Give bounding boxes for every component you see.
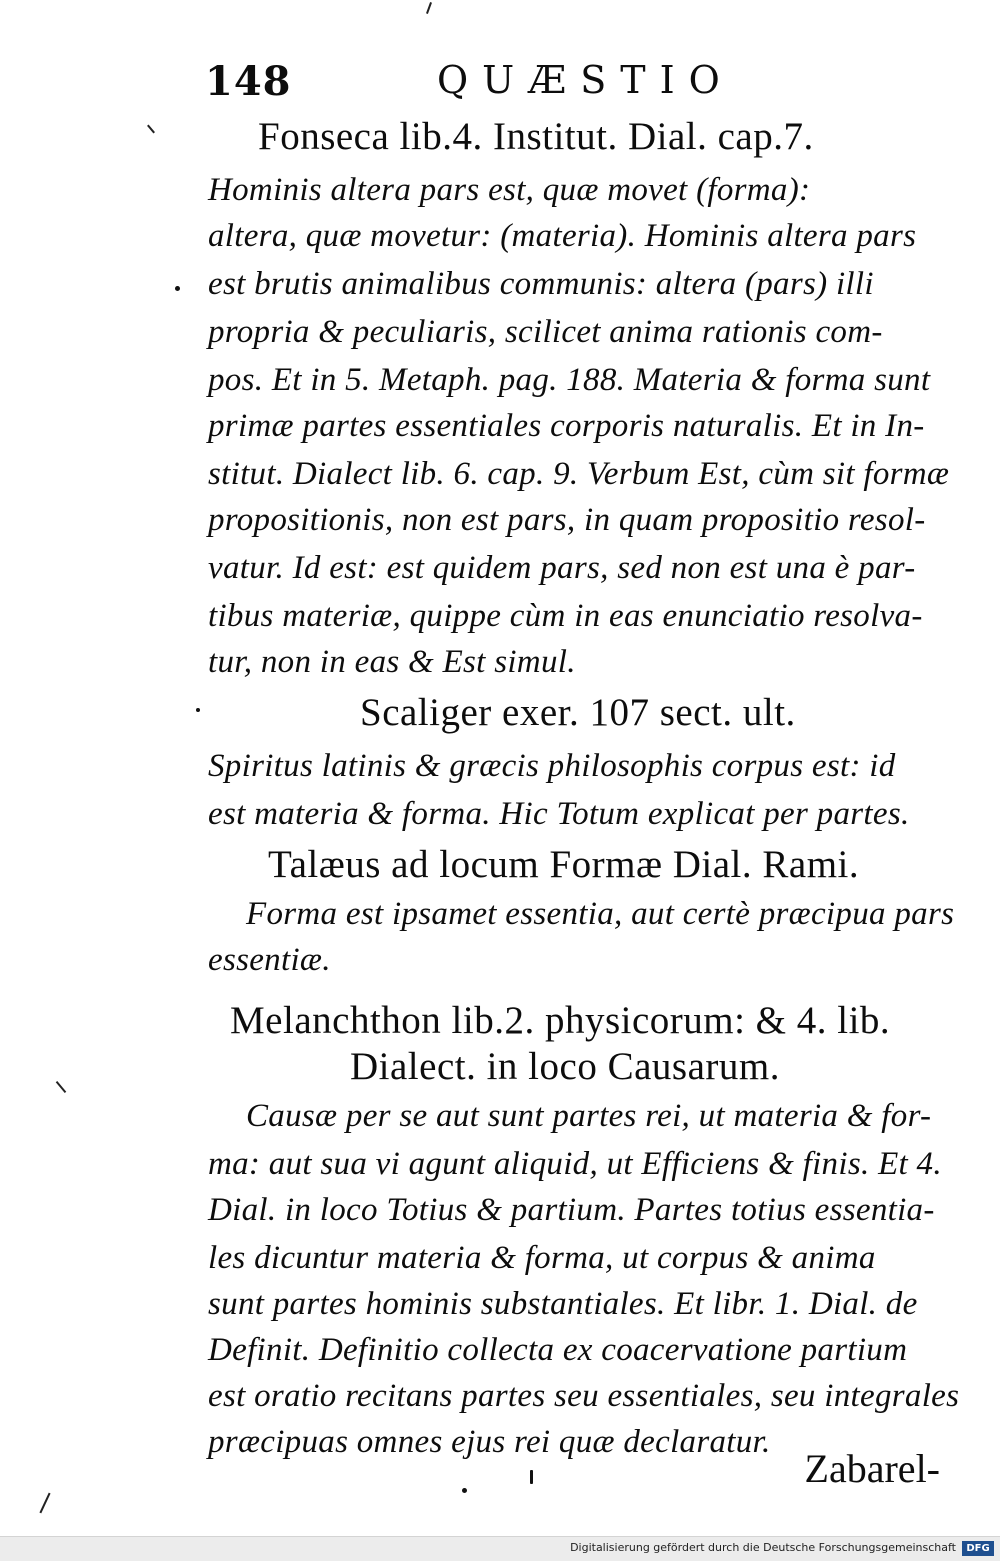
scan-mark [147,125,155,134]
scan-speck [462,1488,467,1493]
section-heading-melanchthon: Melanchthon lib.2. physicorum: & 4. lib. [230,999,891,1042]
text-line: Forma est ipsamet essentia, aut certè præcipua pars [246,896,955,932]
text-line: ma: aut sua vi agunt aliquid, ut Efficiens & finis. Et 4. [208,1146,942,1182]
text-line: Dial. in loco Totius & partium. Partes totius essentia- [208,1192,935,1228]
scan-mark [426,2,432,14]
text-line: est materia & forma. Hic Totum explicat per partes. [208,796,910,832]
text-line: primæ partes essentiales corporis naturalis. Et in In- [208,408,925,444]
section-heading-talaeus: Talæus ad locum Formæ Dial. Rami. [268,843,860,886]
text-line: propria & peculiaris, scilicet anima rationis com- [208,314,883,350]
funding-notice: Digitalisierung gefördert durch die Deutsche Forschungsgemeinschaft [570,1541,956,1554]
text-line: tibus materiæ, quippe cùm in eas enunciatio resolva- [208,598,923,634]
text-line: Definit. Definitio collecta ex coacervatione partium [208,1332,908,1368]
text-line: Causæ per se aut sunt partes rei, ut materia & for- [246,1098,932,1134]
text-line: les dicuntur materia & forma, ut corpus & anima [208,1240,876,1276]
text-line: altera, quæ movetur: (materia). Hominis altera pars [208,218,917,254]
text-line: vatur. Id est: est quidem pars, sed non est una è par- [208,550,916,586]
text-line: essentiæ. [208,942,331,978]
scan-speck [175,286,180,291]
running-head [205,58,765,108]
text-line: est brutis animalibus communis: altera (pars) illi [208,266,874,302]
dfg-logo-icon: DFG [962,1541,994,1556]
section-heading-scaliger: Scaliger exer. 107 sect. ult. [360,691,796,734]
section-heading-fonseca: Fonseca lib.4. Institut. Dial. cap.7. [258,115,814,158]
scan-mark [56,1081,67,1093]
text-line: Hominis altera pars est, quæ movet (forma): [208,172,811,208]
page-number: 148 [205,58,292,105]
text-line: propositionis, non est pars, in quam propositio resol- [208,502,926,538]
text-line: præcipuas omnes ejus rei quæ declaratur. [208,1424,771,1460]
text-line: stitut. Dialect lib. 6. cap. 9. Verbum Est, cùm sit formæ [208,456,950,492]
text-line: est oratio recitans partes seu essentiales, seu integrales [208,1378,960,1414]
scan-speck [530,1470,533,1484]
digitization-footer [0,1536,1000,1561]
scan-mark [39,1493,50,1514]
text-line: tur, non in eas & Est simul. [208,644,576,680]
scan-speck [196,708,200,712]
text-line: sunt partes hominis substantiales. Et libr. 1. Dial. de [208,1286,918,1322]
running-title: QUÆSTIO [437,58,734,102]
text-line: pos. Et in 5. Metaph. pag. 188. Materia & forma sunt [208,362,931,398]
section-subheading-melanchthon: Dialect. in loco Causarum. [350,1045,780,1088]
catchword: Zabarel- [804,1446,940,1491]
text-line: Spiritus latinis & græcis philosophis corpus est: id [208,748,896,784]
